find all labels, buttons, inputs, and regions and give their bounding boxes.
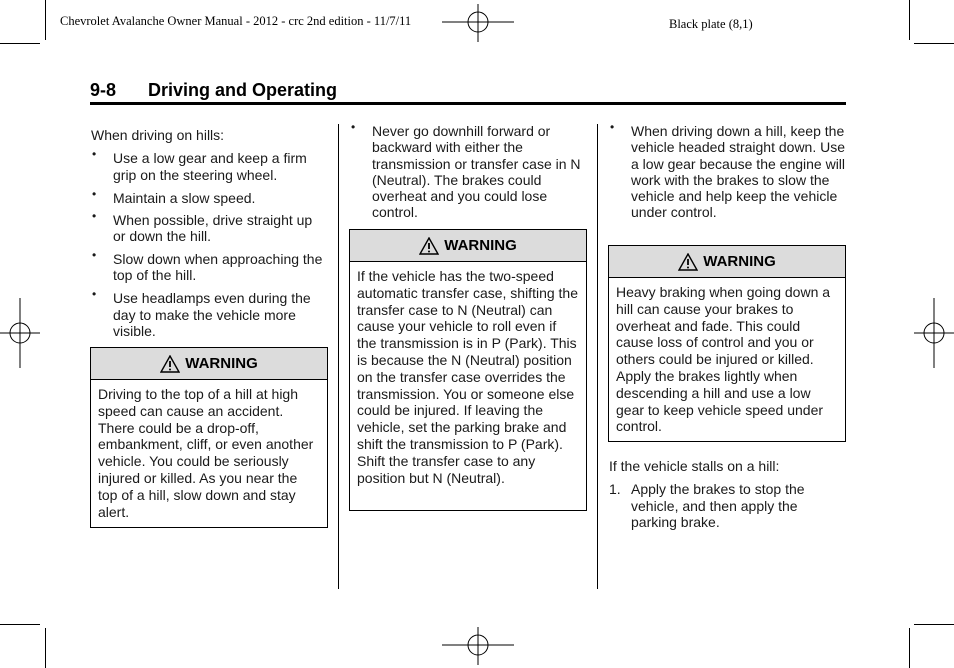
- column-2: [350, 120, 586, 221]
- list-item: • Never go downhill forward or backward with either the transmission or transfer case in N (Neutral). The brakes could overheat and you could lose control.: [351, 120, 581, 221]
- warning-text: If the vehicle has the two-speed automatic transfer case, shifting the transfer case to N (Neutral) can cause your vehicle to roll even if the transmission is in P (Park). This is because the N (Neutral) position on the transfer case overrides the transmission. You or someone else could be injured. If leaving the vehicle, set the parking brake and shift the transmission to P (Park). Shift the transfer case to any position but N (Neutral).: [357, 268, 578, 486]
- column-divider: [597, 124, 598, 589]
- warning-header: [350, 230, 586, 262]
- neutral-bullet-list: [350, 120, 586, 221]
- bullet-icon: •: [92, 287, 97, 302]
- column-divider: [338, 124, 339, 589]
- section-title: Driving and Operating: [148, 80, 338, 100]
- bullet-icon: •: [92, 247, 97, 262]
- bullet-icon: •: [92, 186, 97, 201]
- list-item: • Slow down when approaching the top of the hill.: [92, 247, 323, 284]
- warning-box: [608, 245, 846, 442]
- registration-mark-icon: [442, 4, 514, 42]
- warning-box: [349, 229, 587, 511]
- column-1: [91, 127, 328, 339]
- warning-header: [91, 348, 327, 380]
- warning-header: [609, 246, 845, 278]
- column-3: [609, 120, 846, 221]
- step-number: 1.: [609, 481, 621, 498]
- bullet-icon: •: [92, 147, 97, 162]
- list-item: • When driving down a hill, keep the vehicle headed straight down. Use a low gear because the engine will work with the brakes to slow the vehicle and help keep the vehicle under control.: [610, 120, 846, 221]
- downhill-bullet-list: [609, 120, 846, 221]
- warning-triangle-icon: [678, 253, 698, 271]
- warning-text: Driving to the top of a hill at high speed can cause an accident. There could be a drop-off, embankment, cliff, or even another vehicle. You could be seriously injured or killed. As you near the top of a hill, slow down and stay alert.: [98, 386, 314, 520]
- warning-triangle-icon: [419, 237, 439, 255]
- stall-section: [609, 458, 846, 530]
- bullet-icon: •: [610, 120, 615, 134]
- stall-intro: If the vehicle stalls on a hill:: [609, 458, 780, 474]
- list-item: • Use a low gear and keep a firm grip on the steering wheel.: [92, 147, 307, 183]
- print-header-text: Chevrolet Avalanche Owner Manual - 2012 - crc 2nd edition - 11/7/11: [60, 14, 412, 28]
- warning-text: Heavy braking when going down a hill can cause your brakes to overheat and fade. This could cause loss of control and you or others could be injured or killed. Apply the brakes lightly when descending a hill and use a low gear to keep vehicle speed under control.: [616, 284, 831, 435]
- warning-triangle-icon: [160, 355, 180, 373]
- warning-box: [90, 347, 328, 528]
- list-item: • When possible, drive straight up or down the hill.: [92, 209, 313, 245]
- warning-label: WARNING: [444, 237, 517, 254]
- registration-mark-icon: [442, 627, 514, 665]
- hills-intro: When driving on hills:: [91, 127, 225, 143]
- registration-mark-icon: [914, 298, 954, 368]
- list-item: 1. Apply the brakes to stop the vehicle, and then apply the parking brake.: [609, 481, 805, 530]
- plate-label: Black plate (8,1): [669, 17, 753, 31]
- stall-steps: [609, 481, 846, 530]
- warning-label: WARNING: [185, 355, 258, 372]
- section-heading: [90, 80, 846, 105]
- registration-mark-icon: [0, 298, 40, 368]
- page-number: 9-8: [90, 80, 117, 100]
- bullet-icon: •: [351, 120, 356, 134]
- warning-label: WARNING: [703, 253, 776, 270]
- hills-bullet-list: [91, 147, 328, 339]
- bullet-icon: •: [92, 209, 97, 224]
- list-item: • Maintain a slow speed.: [92, 186, 256, 206]
- list-item: • Use headlamps even during the day to make the vehicle more visible.: [92, 287, 311, 339]
